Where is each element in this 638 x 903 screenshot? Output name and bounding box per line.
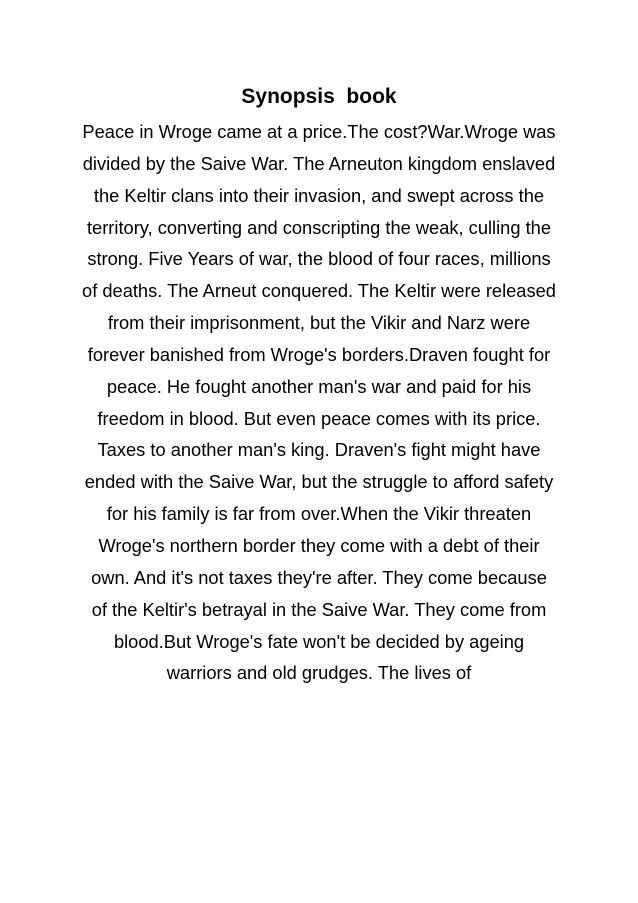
document-title: Synopsis book [241,85,397,108]
text-line: Taxes to another man's king. Draven's fight might have [97,439,541,461]
text-line: strong. Five Years of war, the blood of four races, millions [87,248,551,270]
text-line: of deaths. The Arneut conquered. The Keltir were released [82,280,556,302]
text-line: for his family is far from over.When the Vikir threaten [106,503,532,525]
text-line: territory, converting and conscripting the weak, culling the [86,216,552,238]
text-line: from their imprisonment, but the Vikir and Narz were [107,312,531,334]
text-line: Wroge's northern border they come with a debt of their [98,534,540,556]
text-line: divided by the Saive War. The Arneuton kingdom enslaved [82,152,556,174]
text-line: warriors and old grudges. The lives of [166,662,472,684]
text-line: the Keltir clans into their invasion, and swept across the [93,184,545,206]
text-line: of the Keltir's betrayal in the Saive War. They come from [91,598,547,620]
text-line: freedom in blood. But even peace comes with its price. [97,407,541,429]
text-line: own. And it's not taxes they're after. They come because [91,566,547,588]
text-line: Peace in Wroge came at a price.The cost?War.Wroge was [82,121,556,142]
text-line: peace. He fought another man's war and paid for his [106,375,532,397]
text-line: forever banished from Wroge's borders.Draven fought for [87,343,551,365]
text-line: ended with the Saive War, but the struggle to afford safety [84,471,554,493]
synopsis-text [30,116,608,689]
text-line: blood.But Wroge's fate won't be decided by ageing [113,630,525,652]
